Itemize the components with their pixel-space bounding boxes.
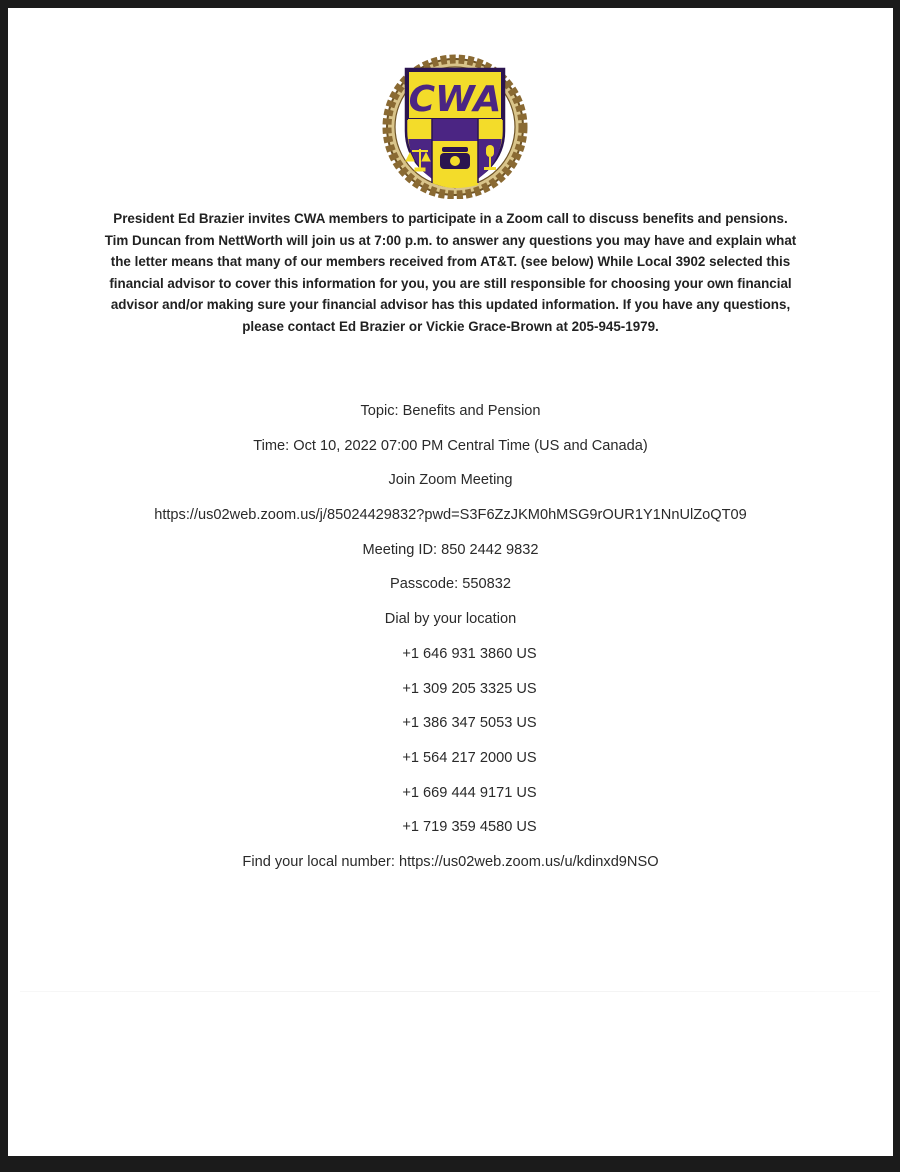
dial-in-number: +1 309 205 3325 US	[402, 680, 537, 697]
document-page	[8, 8, 893, 1156]
meeting-details	[8, 399, 893, 885]
dial-in-number: +1 669 444 9171 US	[402, 784, 537, 801]
meeting-topic: Topic: Benefits and Pension	[360, 403, 541, 419]
dial-in-number: +1 719 359 4580 US	[402, 819, 537, 836]
dial-in-number: +1 646 931 3860 US	[402, 645, 537, 662]
join-zoom-link[interactable]: https://us02web.zoom.us/j/85024429832?pwd=S3F6ZzJKM0hMSG9rOUR1Y1NnUlZoQT09	[154, 507, 747, 524]
dial-by-location-label: Dial by your location	[384, 611, 517, 628]
scan-fold-line	[20, 991, 880, 992]
cwa-logo	[382, 53, 528, 199]
dial-in-number: +1 386 347 5053 US	[402, 715, 537, 732]
intro-paragraph: President Ed Brazier invites CWA members to participate in a Zoom call to discuss benefits and pensions. Tim Duncan from NettWorth will join us at 7:00 p.m. to answer any questions you may have and explain what the letter means that many of our members received from AT&T. (see below) While Local 3902 selected this financial advisor to cover this information for you, you are still responsible for choosing your own financial advisor and/or making sure your financial advisor has this updated information. If you have any questions, please contact Ed Brazier or Vickie Grace-Brown at 205-945-1979.	[104, 211, 797, 334]
telephone-icon	[440, 147, 470, 169]
find-local-number[interactable]: Find your local number: https://us02web.zoom.us/u/kdinxd9NSO	[242, 853, 659, 870]
logo-lettering: CWA	[408, 79, 502, 120]
meeting-passcode: Passcode: 550832	[390, 576, 511, 593]
dial-in-number: +1 564 217 2000 US	[402, 749, 537, 766]
meeting-time: Time: Oct 10, 2022 07:00 PM Central Time (US and Canada)	[253, 437, 648, 454]
meeting-id: Meeting ID: 850 2442 9832	[362, 541, 539, 558]
join-zoom-label: Join Zoom Meeting	[388, 472, 513, 489]
